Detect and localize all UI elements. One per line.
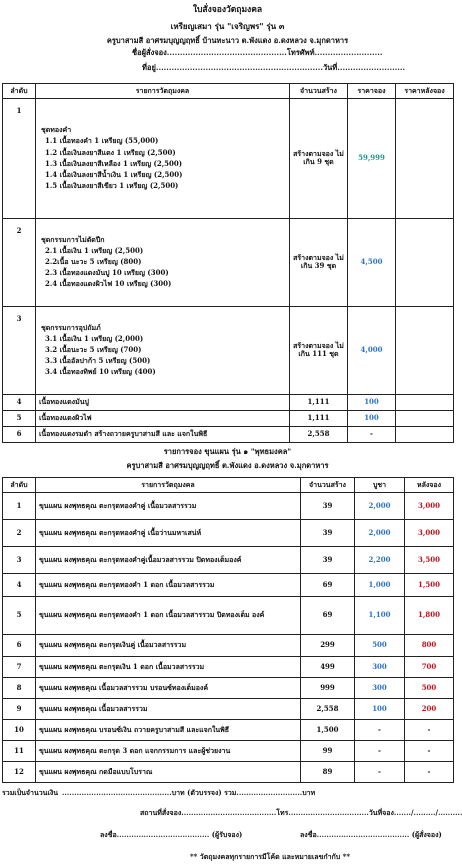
row-qty: 1,111 [290, 410, 348, 426]
row-price: - [355, 719, 405, 740]
table-row [3, 634, 454, 656]
row-name: ขุนแผน ผงพุทธคุณ ตะกรุดทองคำ 1 ดอก เนื้อมวลสารรวม [36, 573, 301, 596]
row-price: - [355, 761, 405, 782]
row-no: 3 [3, 546, 36, 573]
total-line[interactable] [0, 787, 455, 801]
row-price: 100 [355, 698, 405, 719]
row-after: - [405, 740, 454, 761]
total-label: รวมเป็นจำนวนเงิน [2, 787, 59, 797]
row-after: 200 [405, 698, 454, 719]
row-qty: 499 [301, 656, 355, 677]
row-qty: 39 [301, 519, 355, 546]
row-after: 3,000 [405, 492, 454, 519]
set-item: 3.4 เนื้อทองทิพย์ 10 เหรียญ (400) [45, 367, 156, 377]
row-qty: 99 [301, 740, 355, 761]
row-price: - [355, 740, 405, 761]
table-row [3, 656, 454, 677]
table-row [3, 426, 454, 442]
form-title: ใบสั่งจองวัตถุมงคล [192, 5, 263, 15]
row-qty: 1,111 [290, 394, 348, 410]
row-price: 500 [355, 634, 405, 656]
set-item: 2.3 เนื้อทองแดงมันปู 10 เหรียญ (300) [45, 268, 169, 278]
row-price: 2,200 [355, 546, 405, 573]
row-no: 2 [3, 218, 36, 306]
row-name: ขุนแผน ผงพุทธคุณ กดมือแบบโบราณ [36, 761, 301, 782]
table-row [3, 394, 454, 410]
row-after: - [405, 761, 454, 782]
row-no: 1 [3, 98, 36, 218]
set-title: ชุดทองคำ [41, 125, 72, 135]
row-qty: 2,558 [301, 698, 355, 719]
row-title: เนื้อทองแดงมันปู [36, 394, 290, 410]
name-phone-line[interactable] [0, 46, 455, 61]
set-item: 1.1 เนื้อทองคำ 1 เหรียญ (55,000) [45, 136, 159, 146]
orderer-signature: ลงชื่อ...................................... (ผู้สั่งจอง) [300, 829, 442, 839]
row-qty: 69 [301, 573, 355, 596]
row-after [396, 218, 454, 306]
row-after [396, 306, 454, 394]
col-after: ราคาหลังจอง [396, 83, 454, 98]
form-subtitle: เหรียญเสมา รุ่น "เจริญพร" รุ่น ๓ [170, 20, 285, 31]
row-price: 4,500 [348, 218, 396, 306]
row-after: 3,000 [405, 519, 454, 546]
section2-issuer: ครูบาสามสี อาศรมบุญญฤทธิ์ ต.พังแดง อ.ดงหลวง จ.มุกดาหาร [126, 461, 329, 471]
row-qty: สร้างตามจอง ไม่เกิน 111 ชุด [290, 306, 348, 394]
row-no: 6 [3, 426, 36, 442]
row-no: 6 [3, 634, 36, 656]
row-no: 7 [3, 656, 36, 677]
table-row [3, 573, 454, 596]
row-no: 5 [3, 596, 36, 634]
row-price: 4,000 [348, 306, 396, 394]
row-price: - [348, 426, 396, 442]
name-phone-label: ชื่อผู้สั่งจอง..............................................โทรศัพท์.......................... [132, 47, 383, 57]
row-after: 500 [405, 677, 454, 698]
total-fill: .............................................บาท (ตัวบรรจง) รวม...........................บาท [62, 787, 316, 797]
row-name: ขุนแผน ผงพุทธคุณ บรอนซ์เงิน ถวายครูบาสามสี และแจกในพิธี [36, 719, 301, 740]
row-after: 3,500 [405, 546, 454, 573]
table-row [3, 410, 454, 426]
row-name: ขุนแผน ผงพุทธคุณ ตะกรุดทองคำคู่เนื้อมวลสารรวม ปิดทองเต็มองค์ [36, 546, 301, 573]
signature-line[interactable] [0, 829, 455, 843]
reservation-table-1 [2, 83, 454, 443]
row-after [396, 394, 454, 410]
row-qty: 299 [301, 634, 355, 656]
col-no: ลำดับ [3, 477, 36, 492]
table-row [3, 740, 454, 761]
row-price: 1,000 [355, 573, 405, 596]
place-label: สถานที่สั่งจอง.......................................โทร.................................วันที่จอง......./........./.......... [140, 807, 462, 817]
row-name: ขุนแผน ผงพุทธคุณ ตะกรุดทองคำคู่ เนื้อมวลสารรวม [36, 492, 301, 519]
table-row [3, 677, 454, 698]
set-item: 2.2เนื้อ นะวะ 5 เหรียญ (800) [45, 257, 142, 267]
row-no: 10 [3, 719, 36, 740]
order-form-page [0, 5, 462, 861]
col-item: รายการวัตถุมงคล [36, 83, 290, 98]
table1-header [3, 83, 454, 98]
row-name: ขุนแผน ผงพุทธคุณ ตะกรุดเงินคู่ เนื้อมวลสารรวม [36, 634, 301, 656]
row-no: 8 [3, 677, 36, 698]
set-item: 1.2 เนื้อเงินลงยาสีแดง 1 เหรียญ (2,500) [45, 147, 176, 157]
row-price: 2,000 [355, 492, 405, 519]
issuer-line: ครูบาสามสี อาศรมบุญญฤทธิ์ บ้านทะนาว ต.พังแดง อ.ดงหลวง จ.มุกดาหาร [106, 35, 349, 45]
set-item: 2.1 เนื้อเงิน 1 เหรียญ (2,500) [45, 246, 144, 255]
row-name: ขุนแผน ผงพุทธคุณ ตะกรุดเงิน 1 ดอก เนื้อมวลสารรวม [36, 656, 301, 677]
receiver-signature: ลงชื่อ...................................... (ผู้รับจอง) [100, 829, 243, 839]
set-item: 2.4 เนื้อทองแดงผิวไฟ 10 เหรียญ (300) [45, 279, 172, 289]
set-title: ชุดกรรมการไม่ตัดปีก [41, 234, 105, 244]
section2-title: รายการจอง ขุนแผน รุ่น ๑ "พุทธมงคล" [163, 446, 292, 456]
table-row [3, 761, 454, 782]
row-qty: 39 [301, 492, 355, 519]
row-after: 700 [405, 656, 454, 677]
col-item: รายการวัตถุมงคล [36, 477, 301, 492]
row-after [396, 426, 454, 442]
row-no: 4 [3, 394, 36, 410]
col-qty: จำนวนสร้าง [290, 83, 348, 98]
row-after [396, 98, 454, 218]
table-row [3, 698, 454, 719]
row-price: 2,000 [355, 519, 405, 546]
set-item: 1.5 เนื้อเงินลงยาสีเขียว 1 เหรียญ (2,500) [45, 180, 179, 190]
row-title: เนื้อทองแดงรมดำ สร้างถวายครูบาสามสี และ แจกในพิธี [36, 426, 290, 442]
table-row [3, 98, 454, 218]
row-no: 2 [3, 519, 36, 546]
row-no: 5 [3, 410, 36, 426]
row-price: 59,999 [348, 98, 396, 218]
table-row [3, 719, 454, 740]
row-no: 3 [3, 306, 36, 394]
row-no: 11 [3, 740, 36, 761]
set-item: 1.3 เนื้อเงินลงยาสีเหลือง 1 เหรียญ (2,500) [45, 158, 183, 168]
row-name: ขุนแผน ผงพุทธคุณ เนื้อมวลสารรวม [36, 698, 301, 719]
set-item: 3.2 เนื้อนะวะ 5 เหรียญ (700) [45, 345, 142, 355]
row-no: 12 [3, 761, 36, 782]
table-row [3, 596, 454, 634]
table2-header [3, 477, 454, 492]
row-after [396, 410, 454, 426]
row-name: ขุนแผน ผงพุทธคุณ ตะกรุดทองคำคู่ เนื้อว่านมหาเสน่ห์ [36, 519, 301, 546]
footer-note: ** วัตถุมงคลทุกรายการมีโค้ด และหมายเลขกำกับ ** [190, 851, 350, 861]
row-price: 100 [348, 394, 396, 410]
row-name: ขุนแผน ผงพุทธคุณ ตะกรุดทองคำ 1 ดอก เนื้อมวลสารรวม ปิดทองเต็ม องค์ [36, 596, 301, 634]
row-no: 1 [3, 492, 36, 519]
row-after: - [405, 719, 454, 740]
table-row [3, 218, 454, 306]
row-name: ขุนแผน ผงพุทธคุณ ตะกรุด 3 ดอก แจกกรรมการ และผู้ช่วยงาน [36, 740, 301, 761]
row-items [36, 306, 290, 394]
row-qty: 69 [301, 596, 355, 634]
col-qty: จำนวนสร้าง [301, 477, 355, 492]
col-price: ราคาจอง [348, 83, 396, 98]
col-no: ลำดับ [3, 83, 36, 98]
reservation-table-2 [2, 477, 454, 783]
row-qty: สร้างตามจอง ไม่เกิน 9 ชุด [290, 98, 348, 218]
row-title: เนื้อทองแดงผิวไฟ [36, 410, 290, 426]
row-price: 300 [355, 656, 405, 677]
set-item: 3.3 เนื้ออัลปาก้า 5 เหรียญ (500) [45, 356, 151, 366]
set-item: 3.1 เนื้อเงิน 1 เหรียญ (2,000) [45, 334, 144, 343]
note-line [0, 851, 455, 865]
set-item: 1.4 เนื้อเงินลงยาสีน้ำเงิน 1 เหรียญ (2,500) [45, 169, 183, 179]
table-row [3, 519, 454, 546]
row-after: 1,500 [405, 573, 454, 596]
row-qty: 2,558 [290, 426, 348, 442]
col-price: บูชา [355, 477, 405, 492]
row-price: 100 [348, 410, 396, 426]
address-date-line[interactable] [0, 61, 455, 76]
row-qty: สร้างตามจอง ไม่เกิน 39 ชุด [290, 218, 348, 306]
row-price: 1,100 [355, 596, 405, 634]
address-date-label: ที่อยู่................................................................วันที่.......................... [142, 62, 406, 72]
table-row [3, 546, 454, 573]
row-qty: 999 [301, 677, 355, 698]
row-no: 9 [3, 698, 36, 719]
row-qty: 39 [301, 546, 355, 573]
table-row [3, 492, 454, 519]
col-after: หลังจอง [405, 477, 454, 492]
row-price: 300 [355, 677, 405, 698]
place-line[interactable] [0, 807, 462, 821]
row-no: 4 [3, 573, 36, 596]
table-row [3, 306, 454, 394]
row-after: 1,800 [405, 596, 454, 634]
row-items [36, 98, 290, 218]
row-qty: 89 [301, 761, 355, 782]
row-after: 800 [405, 634, 454, 656]
set-title: ชุดกรรมการอุปถัมภ์ [41, 322, 101, 332]
row-name: ขุนแผน ผงพุทธคุณ เนื้อมวลสารรวม บรอนซ์ทองเต็มองค์ [36, 677, 301, 698]
row-qty: 1,500 [301, 719, 355, 740]
row-items [36, 218, 290, 306]
